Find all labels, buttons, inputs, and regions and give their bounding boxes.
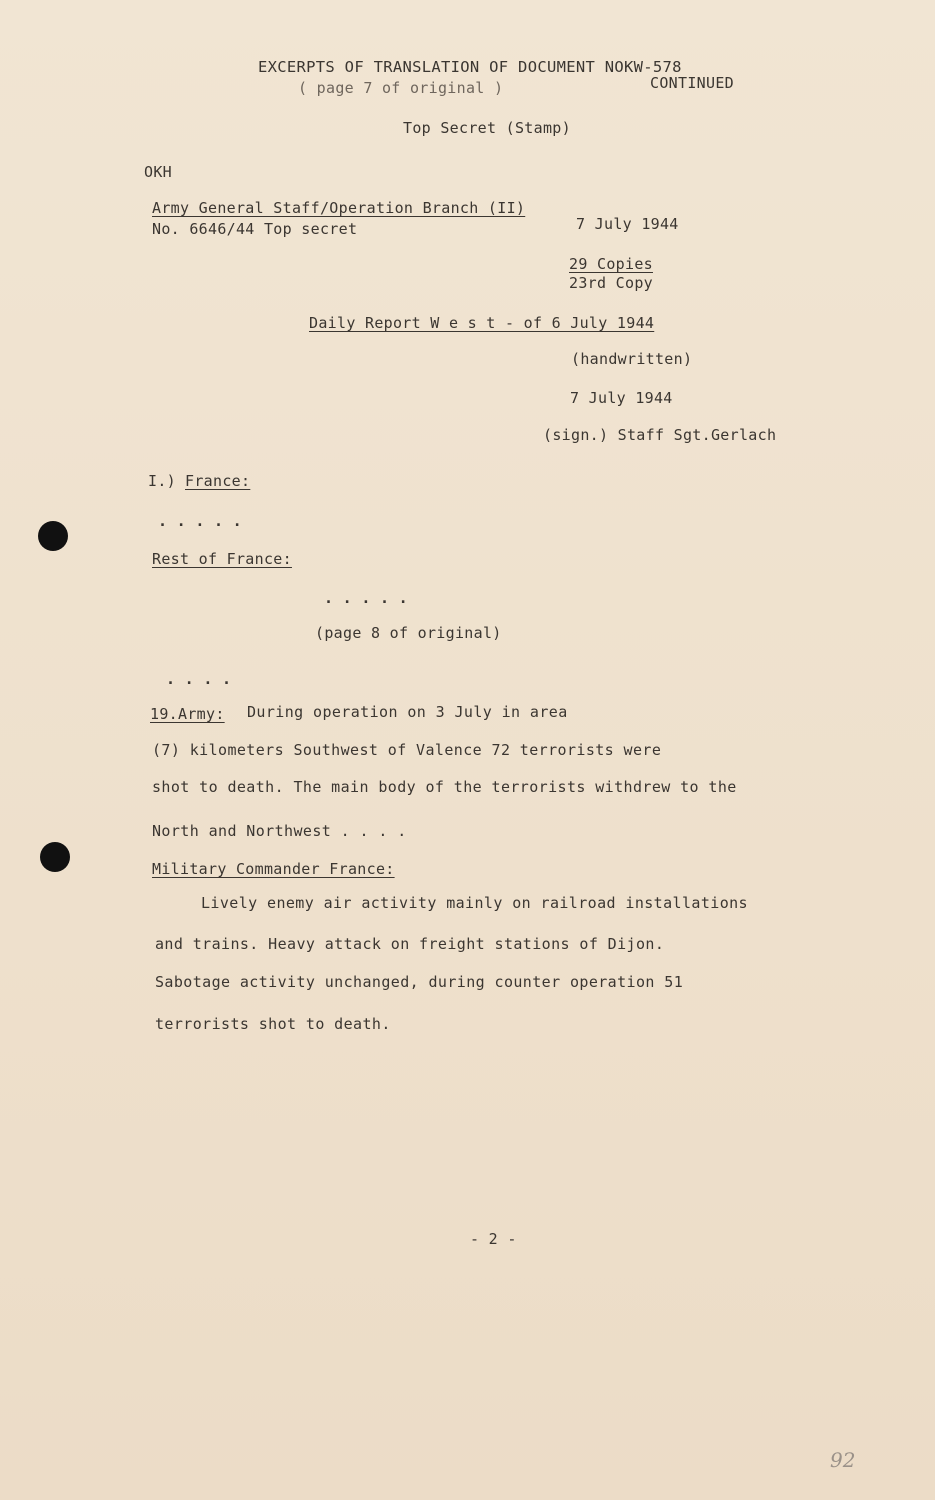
army19-line: (7) kilometers Southwest of Valence 72 terrorists were	[152, 741, 662, 759]
ellipsis-rest: . . . . .	[324, 589, 408, 607]
copies-count: 29 Copies	[569, 255, 653, 273]
page-reference: (page 8 of original)	[315, 624, 502, 642]
report-title: Daily Report W e s t - of 6 July 1944	[309, 314, 655, 332]
handwritten-date: 7 July 1944	[570, 389, 673, 407]
date-top: 7 July 1944	[576, 215, 679, 233]
pencil-page-mark: 92	[830, 1448, 856, 1472]
army19-line: During operation on 3 July in area	[247, 703, 568, 721]
military-commander-line: and trains. Heavy attack on freight stations of Dijon.	[155, 935, 665, 953]
military-commander-line: Sabotage activity unchanged, during counter operation 51	[155, 973, 684, 991]
signature: (sign.) Staff Sgt.Gerlach	[543, 426, 777, 444]
military-commander-heading: Military Commander France:	[152, 860, 395, 878]
ellipsis-france: . . . . .	[158, 512, 242, 530]
army19-heading: 19.Army:	[150, 705, 225, 723]
punch-hole-top	[38, 521, 68, 551]
section-france-heading: France:	[185, 472, 251, 490]
reference-number: No. 6646/44 Top secret	[152, 220, 358, 238]
section-number: I.)	[148, 472, 176, 490]
punch-hole-bottom	[40, 842, 70, 872]
army19-line: North and Northwest . . . .	[152, 822, 407, 840]
copy-number: 23rd Copy	[569, 274, 653, 292]
rest-of-france-heading: Rest of France:	[152, 550, 292, 568]
handwritten-note: (handwritten)	[571, 350, 693, 368]
originator: Army General Staff/Operation Branch (II)	[152, 199, 526, 217]
ellipsis-army: . . . .	[166, 670, 232, 688]
document-subtitle: ( page 7 of original )	[298, 79, 504, 97]
military-commander-line: terrorists shot to death.	[155, 1015, 391, 1033]
issuer: OKH	[144, 163, 172, 181]
military-commander-line: Lively enemy air activity mainly on railroad installations	[201, 894, 748, 912]
page-number: - 2 -	[470, 1230, 517, 1248]
classification-stamp: Top Secret (Stamp)	[403, 119, 571, 137]
continued-label: CONTINUED	[650, 74, 734, 92]
army19-line: shot to death. The main body of the terrorists withdrew to the	[152, 778, 737, 796]
document-title: EXCERPTS OF TRANSLATION OF DOCUMENT NOKW-578	[258, 58, 682, 76]
